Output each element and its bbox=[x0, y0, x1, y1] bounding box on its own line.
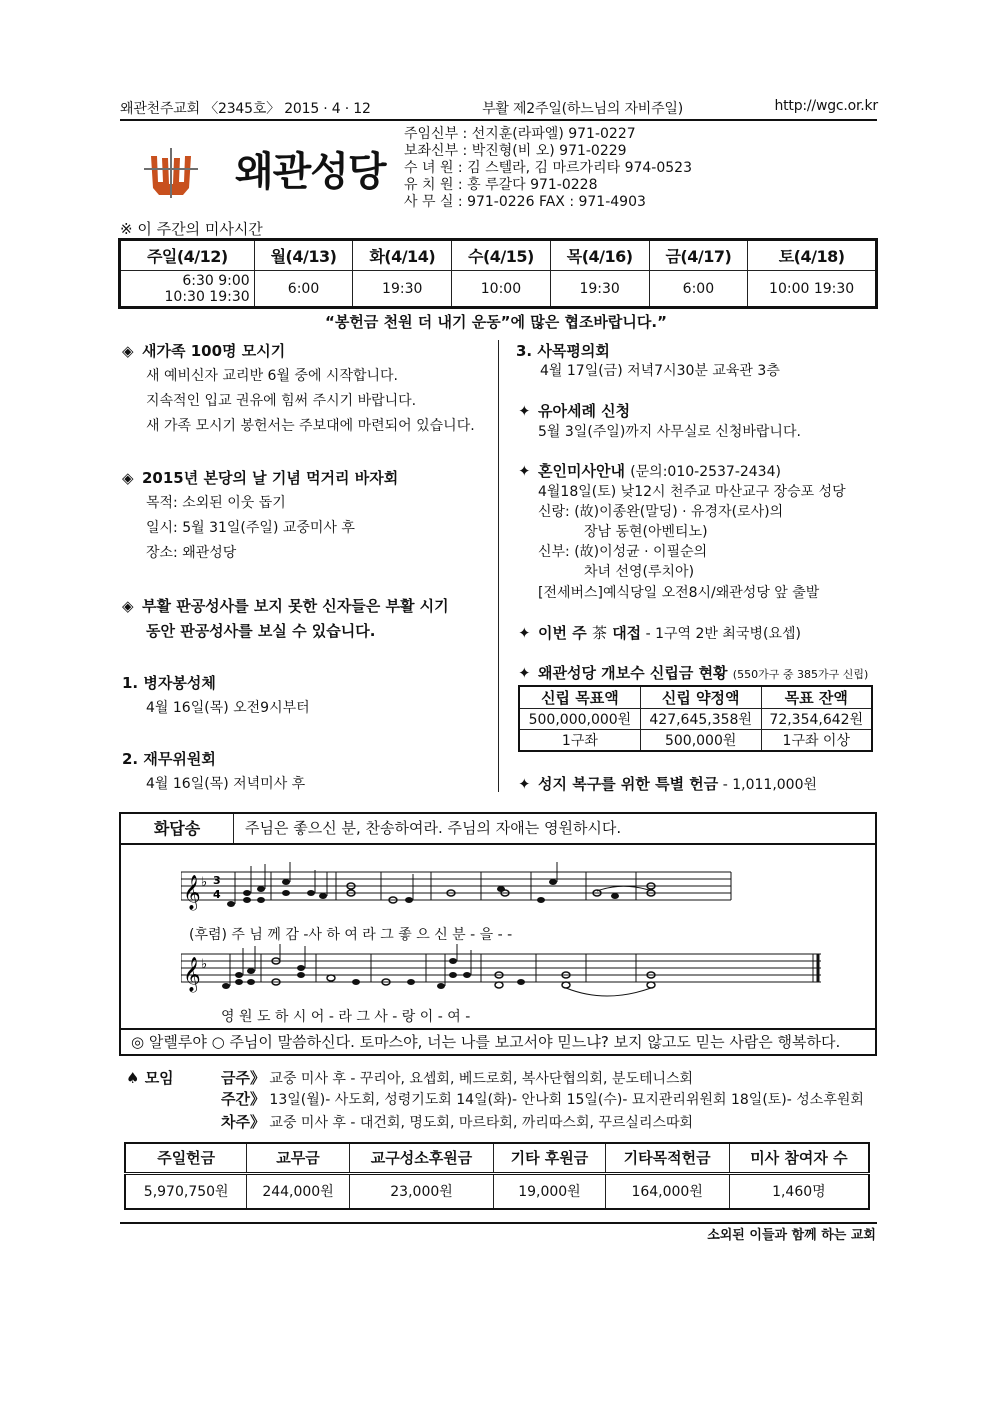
wedding-title bbox=[518, 460, 781, 481]
psalm-label: 화답송 bbox=[121, 814, 234, 843]
sick-communion-title: 1. 병자봉성체 bbox=[122, 674, 216, 692]
offering-header: 기타목적헌금 bbox=[605, 1143, 729, 1173]
responsorial-psalm-box bbox=[119, 812, 877, 1056]
staff-pastor: 주임신부 : 선지훈(라파엘) 971-0227 bbox=[404, 126, 636, 142]
day-fri: 금(4/17) bbox=[649, 240, 748, 271]
meeting-value: 13일(월)- 사도회, 성령기도회 14일(화)- 안나회 15일(수)- 묘지관리위원회 18일(토)- 성소후원회 bbox=[264, 1092, 864, 1108]
offering-value: 1,460명 bbox=[729, 1173, 869, 1209]
section-title-text: 2015년 본당의 날 기념 먹거리 바자회 bbox=[142, 469, 399, 487]
church-logo-icon bbox=[143, 148, 199, 198]
staff-office: 사 무 실 : 971-0226 FAX : 971-4903 bbox=[404, 194, 646, 210]
section-title-text: 왜관성당 개보수 신립금 현황 bbox=[538, 664, 728, 682]
diamond-bullet-icon: ◈ bbox=[122, 342, 134, 360]
fund-cell: 72,354,642원 bbox=[761, 709, 872, 730]
tea-char: 茶 bbox=[591, 624, 607, 642]
day-mon: 월(4/13) bbox=[254, 240, 353, 271]
time-wed: 10:00 bbox=[452, 271, 551, 308]
offering-value: 19,000원 bbox=[494, 1173, 605, 1209]
fund-row bbox=[519, 709, 872, 730]
music-staff-2-icon bbox=[181, 944, 841, 1004]
time-mon: 6:00 bbox=[254, 271, 353, 308]
time-thu: 19:30 bbox=[550, 271, 649, 308]
time-sun-line1: 6:30 9:00 bbox=[182, 272, 250, 289]
infant-baptism-detail: 5월 3일(주일)까지 사무실로 신청바랍니다. bbox=[538, 424, 801, 440]
meetings-title bbox=[126, 1067, 174, 1088]
offering-header: 교무금 bbox=[247, 1143, 349, 1173]
mass-times-row bbox=[120, 271, 877, 308]
liturgical-day: 부활 제2주일(하느님의 자비주일) bbox=[482, 101, 684, 117]
staff-convent: 수 녀 원 : 김 스텔라, 김 마르가리타 974-0523 bbox=[404, 160, 692, 176]
footer-tagline: 소외된 이들과 함께 하는 교회 bbox=[707, 1228, 876, 1243]
svg-text:♭: ♭ bbox=[201, 875, 208, 890]
sick-communion-detail: 4월 16일(목) 오전9시부터 bbox=[146, 700, 310, 716]
psalm-lyrics-1: (후렴) 주 님 께 감 -사 하 여 라 그 좋 으 신 분 - 을 - - bbox=[189, 927, 513, 943]
time-sat: 10:00 19:30 bbox=[748, 271, 877, 308]
section-title-text: 새가족 100명 모시기 bbox=[142, 342, 286, 360]
offering-header: 교구성소후원금 bbox=[349, 1143, 494, 1173]
meetings-title-text: 모임 bbox=[144, 1069, 174, 1087]
fund-cell: 1구좌 bbox=[519, 730, 640, 752]
offering-header: 주일헌금 bbox=[125, 1143, 247, 1173]
time-sun-line2: 10:30 19:30 bbox=[164, 288, 250, 305]
staff-kindergarten: 유 치 원 : 홍 루갈다 971-0228 bbox=[404, 177, 598, 193]
offering-value: 5,970,750원 bbox=[125, 1173, 247, 1209]
fund-cell: 500,000,000원 bbox=[519, 709, 640, 730]
parish-title: 왜관성당 bbox=[235, 149, 386, 195]
star-bullet-icon: ✦ bbox=[518, 775, 531, 793]
header-line bbox=[120, 98, 878, 118]
music-staff-1-icon bbox=[181, 862, 741, 922]
svg-text:♭: ♭ bbox=[201, 957, 208, 972]
offering-value: 164,000원 bbox=[605, 1173, 729, 1209]
star-bullet-icon: ✦ bbox=[518, 462, 531, 480]
staff-directory bbox=[404, 126, 692, 211]
meeting-key: 차주》 bbox=[221, 1113, 265, 1131]
star-bullet-icon: ✦ bbox=[518, 624, 531, 642]
fund-cell: 500,000원 bbox=[640, 730, 761, 752]
fund-header-row bbox=[519, 686, 872, 709]
wedding-line-6: [전세버스]예식당일 오전8시/왜관성당 앞 출발 bbox=[538, 585, 820, 601]
offering-value: 23,000원 bbox=[349, 1173, 494, 1209]
tea-title-a: 이번 주 bbox=[538, 624, 587, 642]
staff-assistant: 보좌신부 : 박진형(비 오) 971-0229 bbox=[404, 143, 627, 159]
spade-icon: ♠ bbox=[126, 1069, 140, 1087]
tea-service-title bbox=[518, 622, 801, 643]
wedding-line-2: 신랑: (故)이종완(말딩) · 유경자(로사)의 bbox=[538, 504, 784, 520]
column-divider bbox=[498, 340, 499, 792]
day-sat: 토(4/18) bbox=[748, 240, 877, 271]
meeting-key: 금주》 bbox=[221, 1069, 265, 1087]
section-confession-title-2: 동안 판공성사를 보실 수 있습니다. bbox=[146, 622, 376, 640]
wedding-line-4: 신부: (故)이성균 · 이필순의 bbox=[538, 544, 708, 560]
time-tue: 19:30 bbox=[353, 271, 452, 308]
new-family-line-2: 지속적인 입교 권유에 힘써 주시기 바랍니다. bbox=[146, 393, 417, 409]
star-bullet-icon: ✦ bbox=[518, 664, 531, 682]
fund-header: 신립 약정액 bbox=[640, 686, 761, 709]
wedding-line-5: 차녀 선영(루치아) bbox=[584, 564, 695, 580]
fund-header: 목표 잔액 bbox=[761, 686, 872, 709]
meetings-next-week bbox=[221, 1111, 693, 1132]
alleluia-verse: ◎ 알렐루야 ○ 주님이 말씀하신다. 토마스야, 너는 나를 보고서야 믿느냐? 보지 않고도 믿는 사람은 행복하다. bbox=[121, 1028, 875, 1054]
section-new-family-title bbox=[122, 340, 285, 361]
section-title-text: 성지 복구를 위한 특별 헌금 bbox=[538, 775, 719, 793]
offerings-table bbox=[124, 1142, 870, 1210]
new-family-line-3: 새 가족 모시기 봉헌서는 주보대에 마련되어 있습니다. bbox=[146, 418, 475, 434]
finance-committee-detail: 4월 16일(목) 저녁미사 후 bbox=[146, 776, 306, 792]
meetings-weekday bbox=[221, 1088, 864, 1109]
wedding-line-3: 장남 동현(아벤티노) bbox=[584, 524, 708, 540]
meeting-key: 주간》 bbox=[221, 1090, 265, 1108]
parish-issue: 왜관천주교회 〈2345호〉 2015 · 4 · 12 bbox=[120, 101, 371, 117]
meetings-this-week bbox=[221, 1067, 693, 1088]
fund-header: 신립 목표액 bbox=[519, 686, 640, 709]
psalm-text: 주님은 좋으신 분, 찬송하여라. 주님의 자애는 영원하시다. bbox=[245, 819, 622, 837]
meeting-value: 교중 미사 후 - 꾸리아, 요셉회, 베드로회, 복사단협의회, 분도테니스회 bbox=[264, 1071, 694, 1087]
slogan: “봉헌금 천원 더 내기 운동”에 많은 협조바랍니다.” bbox=[325, 313, 667, 331]
renovation-fund-table bbox=[518, 685, 873, 752]
offering-header: 기타 후원금 bbox=[494, 1143, 605, 1173]
offerings-value-row bbox=[125, 1173, 869, 1209]
meeting-value: 교중 미사 후 - 대건회, 명도회, 마르타회, 까리따스회, 꾸르실리스따회 bbox=[264, 1115, 694, 1131]
renovation-title bbox=[518, 662, 868, 683]
fund-cell: 427,645,358원 bbox=[640, 709, 761, 730]
renovation-note: (550가구 중 385가구 신립) bbox=[732, 668, 869, 681]
fund-cell: 1구좌 이상 bbox=[761, 730, 872, 752]
tea-title-b: 대접 bbox=[612, 624, 642, 642]
wedding-contact: (문의:010-2537-2434) bbox=[630, 464, 781, 480]
mass-schedule-table bbox=[118, 238, 878, 309]
pastoral-council-title: 3. 사목평의회 bbox=[516, 342, 610, 360]
svg-text:𝄞: 𝄞 bbox=[183, 875, 201, 910]
finance-committee-title: 2. 재무위원회 bbox=[122, 750, 216, 768]
tea-detail: - 1구역 2반 최국병(요셉) bbox=[641, 626, 801, 642]
diamond-bullet-icon: ◈ bbox=[122, 469, 134, 487]
section-title-text: 유아세례 신청 bbox=[538, 402, 631, 420]
mass-schedule-caption: ※ 이 주간의 미사시간 bbox=[120, 220, 263, 238]
offering-value: 244,000원 bbox=[247, 1173, 349, 1209]
offering-header: 미사 참여자 수 bbox=[729, 1143, 869, 1173]
psalm-header bbox=[121, 814, 875, 845]
offerings-header-row bbox=[125, 1143, 869, 1173]
bazaar-place: 장소: 왜관성당 bbox=[146, 545, 237, 561]
section-title-text: 부활 판공성사를 보지 못한 신자들은 부활 시기 bbox=[142, 597, 449, 615]
bazaar-date: 일시: 5월 31일(주일) 교중미사 후 bbox=[146, 520, 355, 536]
header-rule bbox=[120, 119, 877, 121]
new-family-line-1: 새 예비신자 교리반 6월 중에 시작합니다. bbox=[146, 368, 398, 384]
section-title-text: 혼인미사안내 bbox=[538, 462, 625, 480]
svg-text:𝄞: 𝄞 bbox=[183, 957, 201, 992]
day-thu: 목(4/16) bbox=[550, 240, 649, 271]
wedding-line-1: 4월18일(토) 낮12시 천주교 마산교구 장승포 성당 bbox=[538, 484, 846, 500]
star-bullet-icon: ✦ bbox=[518, 402, 531, 420]
section-bazaar-title bbox=[122, 467, 398, 488]
website-link[interactable]: http://wgc.or.kr bbox=[774, 98, 878, 114]
time-sun bbox=[120, 271, 255, 308]
holy-land-amount: - 1,011,000원 bbox=[718, 777, 818, 793]
diamond-bullet-icon: ◈ bbox=[122, 597, 134, 615]
svg-text:4: 4 bbox=[213, 888, 221, 901]
bazaar-purpose: 목적: 소외된 이웃 돕기 bbox=[146, 495, 286, 511]
svg-text:3: 3 bbox=[213, 874, 221, 887]
pastoral-council-detail: 4월 17일(금) 저녁7시30분 교육관 3층 bbox=[540, 363, 780, 379]
mass-days-row bbox=[120, 240, 877, 271]
psalm-lyrics-2: 영 원 도 하 시 어 - 라 그 사 - 랑 이 - 여 - bbox=[221, 1009, 471, 1025]
day-sun: 주일(4/12) bbox=[120, 240, 255, 271]
infant-baptism-title bbox=[518, 400, 630, 421]
time-fri: 6:00 bbox=[649, 271, 748, 308]
fund-row bbox=[519, 730, 872, 752]
day-tue: 화(4/14) bbox=[353, 240, 452, 271]
holy-land-offering bbox=[518, 773, 817, 794]
section-confession-title-1 bbox=[122, 595, 449, 616]
day-wed: 수(4/15) bbox=[452, 240, 551, 271]
